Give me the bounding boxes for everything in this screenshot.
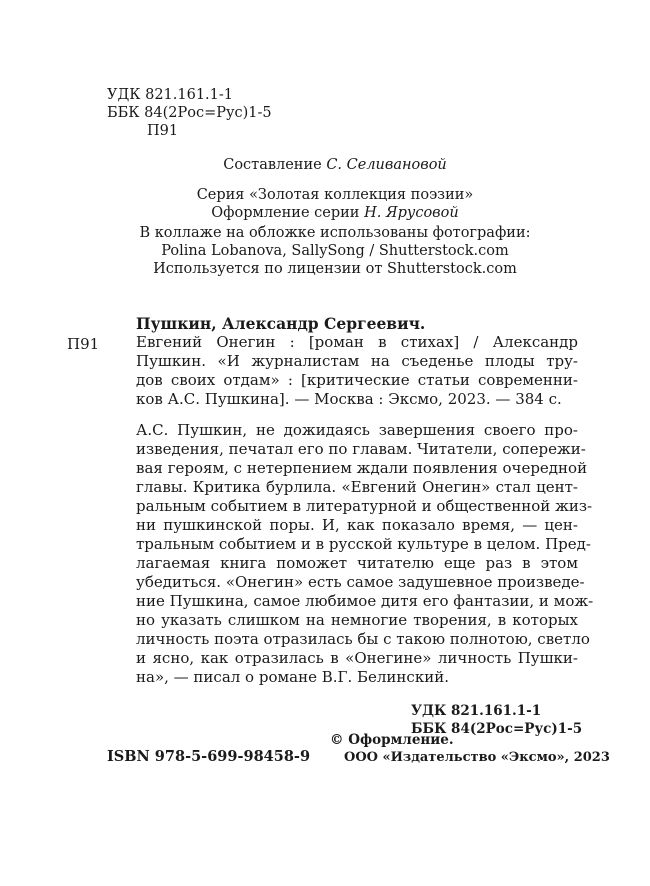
annotation-line: А.С. Пушкин, не дожидаясь завершения своего про- [136,421,578,439]
annotation-line: ральным событием в литературной и общественной жиз- [136,497,593,515]
annotation-line: тральным событием и в русской культуре в целом. Пред- [136,535,591,553]
biblio-line-3: дов своих отдам» : [критические статьи современни- [136,371,578,389]
annotation-line: лагаемая книга поможет читателю еще раз в этом [136,554,578,572]
biblio-line-2: Пушкин. «И журналистам на съеденье плоды тру- [136,352,578,370]
cover-photo-line-2: Polina Lobanova, SallySong / Shutterstock.com [161,243,509,259]
udk-bottom: УДК 821.161.1-1 [411,703,542,719]
bbk-top: ББК 84(2Рос=Рус)1-5 [107,105,272,121]
author-mark-side: П91 [67,335,100,353]
biblio-line-4: ков А.С. Пушкина]. — Москва : Эксмо, 2023. — 384 с. [136,390,562,408]
compiled-name: С. Селивановой [326,157,447,173]
annotation-line: личность поэта отразилась бы с такою полнотою, светло [136,630,590,648]
annotation-line: вая героям, с нетерпением ждали появления очередной [136,459,588,477]
annotation-line: изведения, печатал его по главам. Читатели, сопережи- [136,440,586,458]
annotation-line: главы. Критика бурлила. «Евгений Онегин» стал цент- [136,478,578,496]
compiled-prefix: Составление [223,157,322,173]
series-title: Серия «Золотая коллекция поэзии» [196,187,474,203]
author-heading: Пушкин, Александр Сергеевич. [136,314,426,333]
copyright-line-2: ООО «Издательство «Эксмо», 2023 [344,750,610,765]
copyright-line-1: © Оформление. [330,732,454,748]
design-name: Н. Ярусовой [364,205,459,221]
compiled-by [100,156,570,174]
cover-photo-line-1: В коллаже на обложке использованы фотографии: [139,225,531,241]
cover-photo-line-3: Используется по лицензии от Shutterstock.com [153,261,517,277]
isbn: ISBN 978-5-699-98458-9 [107,748,311,765]
annotation-line: на», — писал о романе В.Г. Белинский. [136,668,449,686]
biblio-line-1: Евгений Онегин : [роман в стихах] / Александр [136,333,578,351]
annotation-line: и ясно, как отразилась в «Онегине» личность Пушки- [136,649,578,667]
author-mark-top: П91 [147,123,179,139]
bbk-bottom: ББК 84(2Рос=Рус)1-5 [411,721,583,737]
annotation-line: ние Пушкина, самое любимое дитя его фантазии, и мож- [136,592,594,610]
annotation-line: но указать слишком на немногие творения, в которых [136,611,578,629]
design-prefix: Оформление серии [211,205,360,221]
udk-top: УДК 821.161.1-1 [107,87,234,103]
annotation-line: убедиться. «Онегин» есть самое задушевное произведе- [136,573,585,591]
series-design [100,204,570,222]
annotation-line: ни пушкинской поры. И, как показало время, — цен- [136,516,578,534]
